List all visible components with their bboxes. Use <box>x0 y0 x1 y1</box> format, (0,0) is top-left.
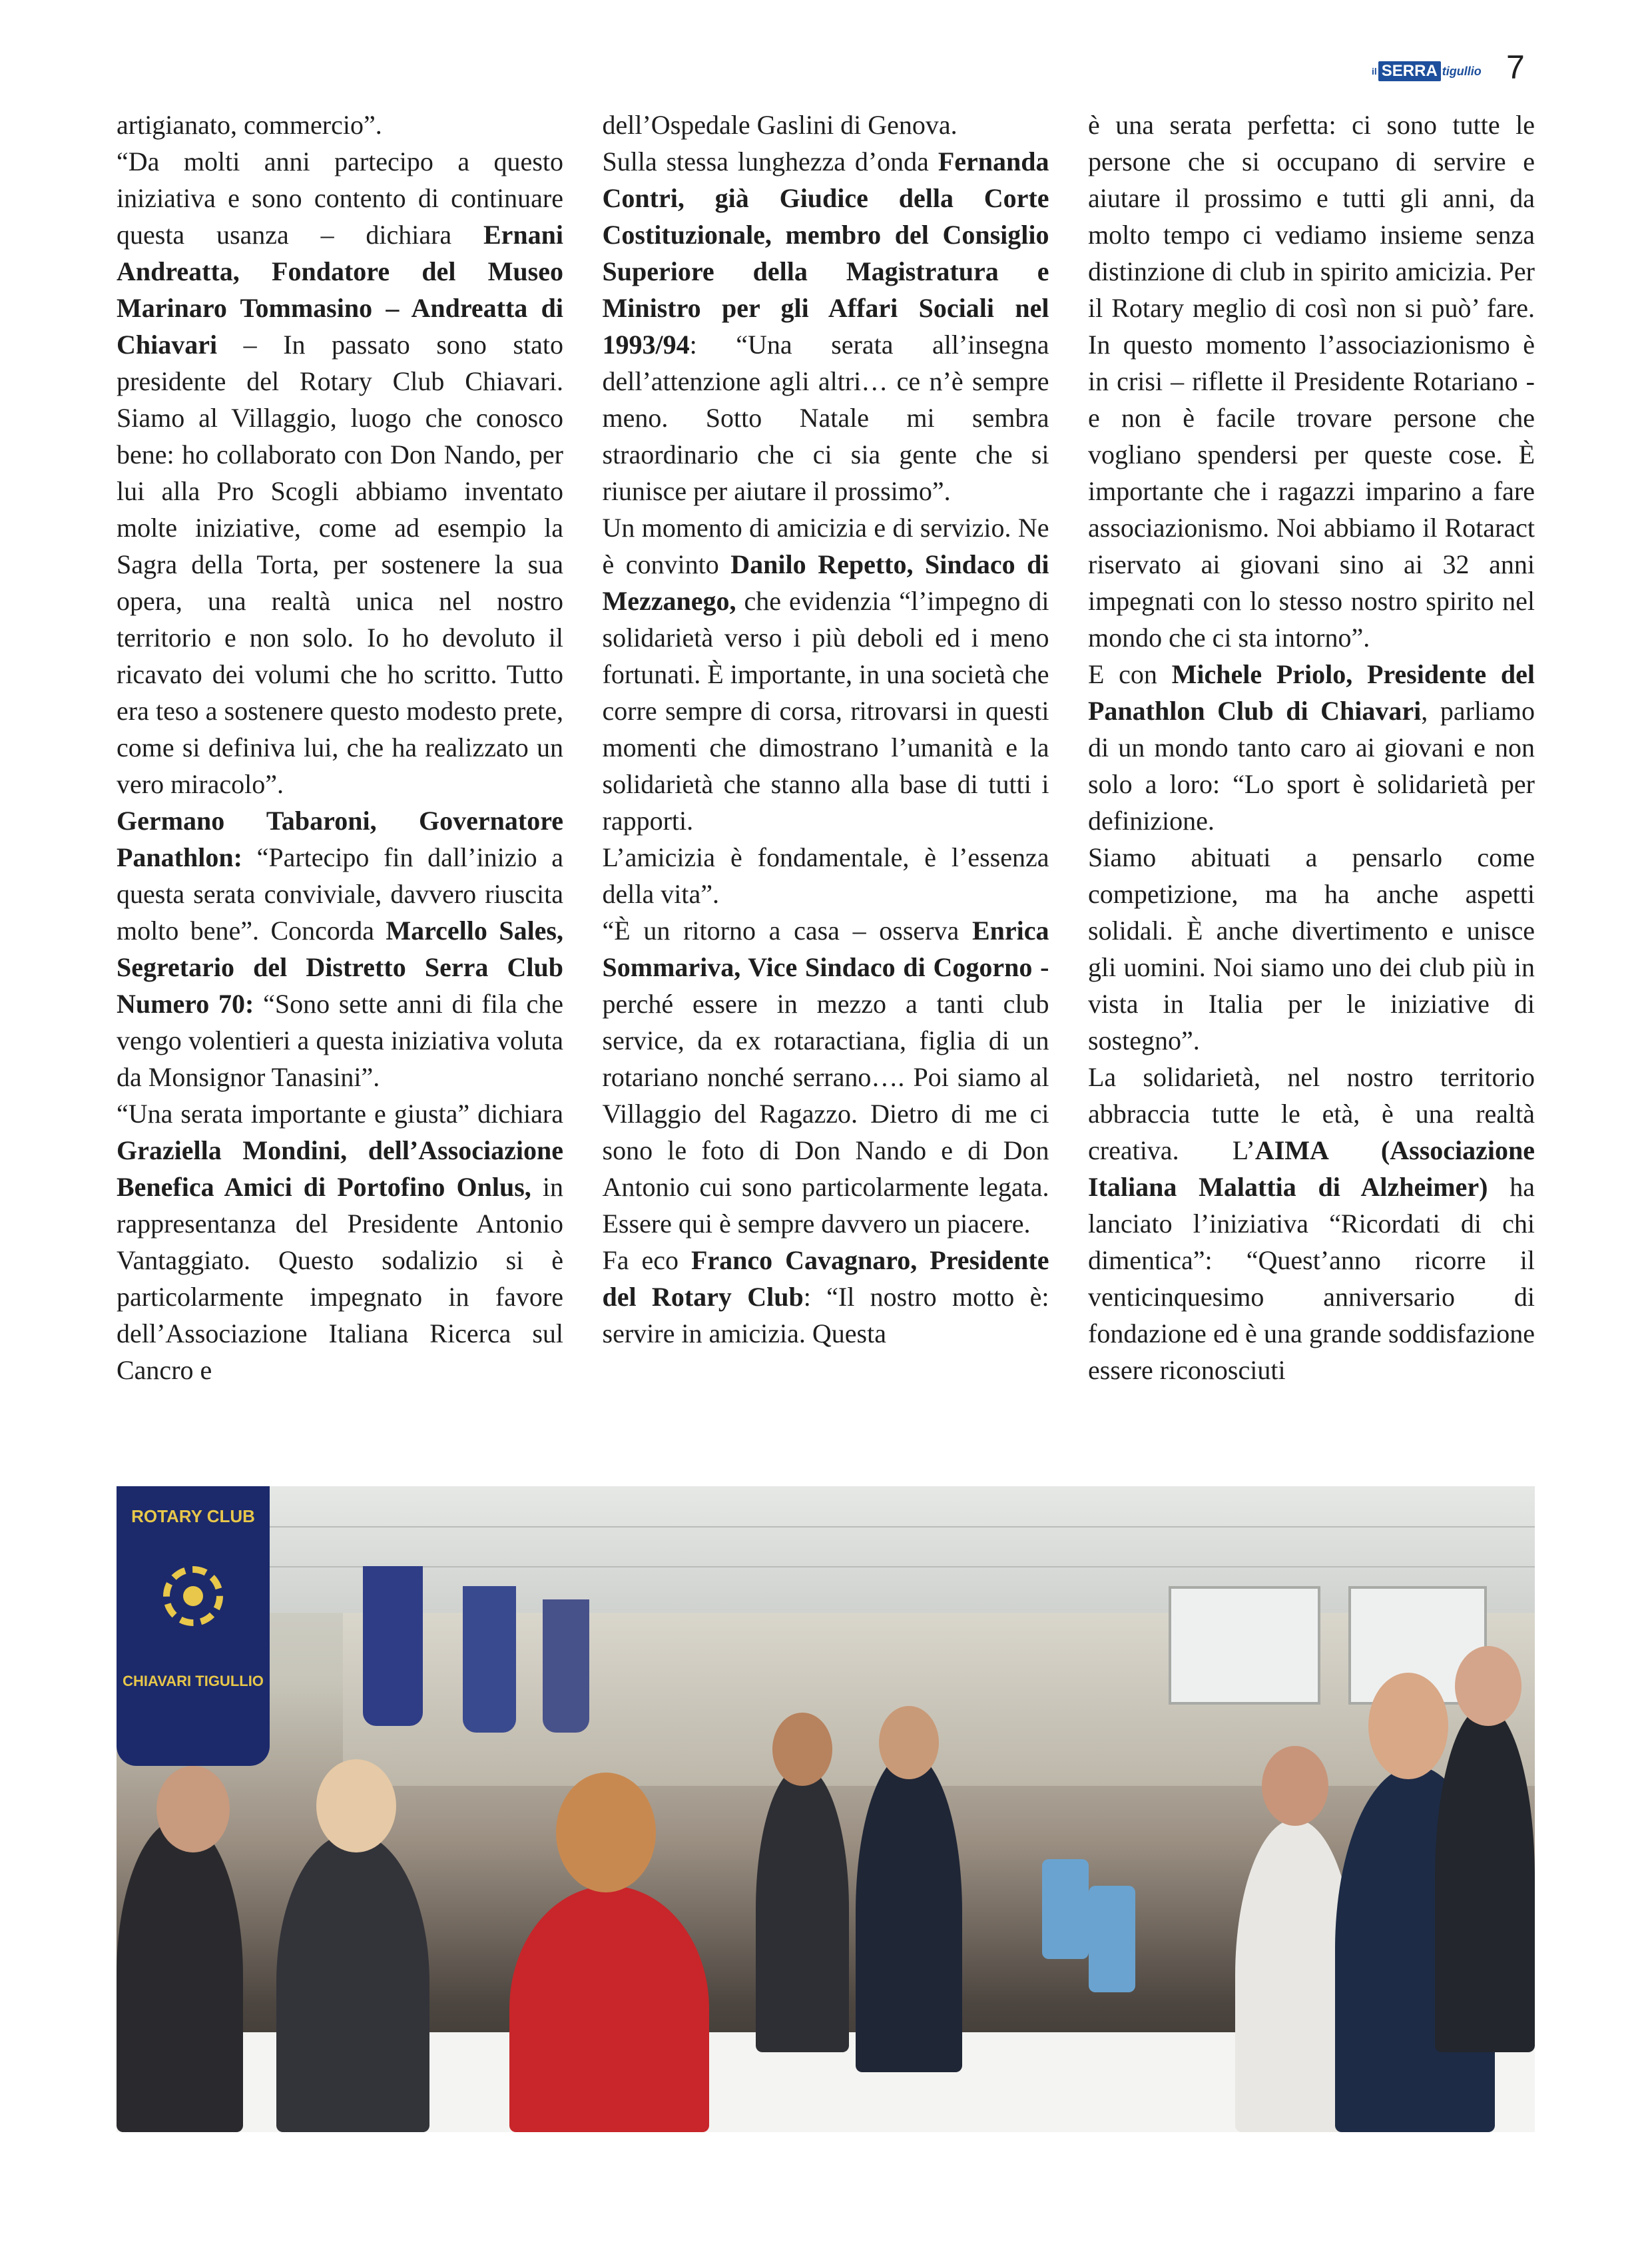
paragraph-text: L’amicizia è fondamentale, è l’essenza della vita”. <box>602 842 1049 909</box>
article-paragraph <box>117 802 563 1095</box>
guest-head <box>556 1773 656 1892</box>
article-paragraph <box>1088 1059 1535 1388</box>
rotary-club-banner <box>117 1486 270 1766</box>
article-column-3 <box>1088 107 1535 1465</box>
paragraph-text: in rappresentanza del Presidente Antonio Vantaggiato. Questo sodalizio si è particolarmente impegnato in favore dell’Associazione Italiana Ricerca sul Cancro e <box>117 1172 563 1385</box>
speaker-name: Graziella Mondini, dell’Associazione Benefica Amici di Portofino Onlus, <box>117 1135 563 1202</box>
guest-head <box>156 1766 230 1852</box>
paragraph-text: “Da molti anni partecipo a questo iniziativa e sono contento di continuare questa usanza – dichiara <box>117 146 563 250</box>
guest <box>1435 1706 1535 2052</box>
article-paragraph <box>603 1242 1049 1352</box>
article-paragraph <box>117 1095 563 1388</box>
logo-suffix: tigullio <box>1442 64 1482 78</box>
paragraph-text: artigianato, commercio”. <box>117 110 382 140</box>
guest <box>117 1819 243 2132</box>
logo-prefix: il <box>1372 66 1377 77</box>
blue-chair <box>1042 1859 1089 1959</box>
speaker-name: Ernani Andreatta, Fondatore del Museo Marinaro Tommasino – Andreatta di Chiavari <box>117 220 563 360</box>
article-paragraph <box>603 509 1049 839</box>
speaker-name: AIMA (Associazione Italiana Malattia di Alzheimer) <box>1088 1135 1535 1202</box>
article-paragraph <box>603 107 1049 143</box>
logo-main: SERRA <box>1378 61 1441 81</box>
paragraph-text: – In passato sono stato presidente del Rotary Club Chiavari. Siamo al Villaggio, luogo che conosco bene: ho collaborato con Don Nando, per lui alla Pro Scogli abbiamo inventato molte iniziative, come ad esempio la Sagra della Torta, per sostenere la sua opera, una realtà unica nel nostro territorio e non solo. Io ho devoluto il ricavato dei volumi che ho scritto. Tutto era teso a sostenere questo modesto prete, come si definiva lui, che ha realizzato un vero miracolo”. <box>117 330 563 799</box>
guest-head <box>316 1759 396 1852</box>
paragraph-text: “Una serata importante e giusta” dichiara <box>117 1099 563 1129</box>
rotary-wheel-hub <box>183 1586 203 1606</box>
guest-red-jacket <box>509 1886 709 2132</box>
guest <box>276 1832 429 2132</box>
paragraph-text: “È un ritorno a casa – osserva <box>602 916 972 946</box>
paragraph-text: “Sono sette anni di fila che vengo volentieri a questa iniziativa voluta da Monsignor Tanasini”. <box>117 989 563 1092</box>
speaker-name: Danilo Repetto, Sindaco di Mezzanego, <box>602 549 1049 616</box>
paragraph-text: La solidarietà, nel nostro territorio abbraccia tutte le età, è una realtà creativa. L’ <box>1088 1062 1535 1165</box>
article-paragraph <box>1088 839 1535 1059</box>
article-paragraph <box>603 912 1049 1242</box>
paragraph-text: E con <box>1088 659 1172 689</box>
paragraph-text: “Partecipo fin dall’inizio a questa serata conviviale, davvero riuscita molto bene”. Concorda <box>117 842 563 946</box>
speaker-name: Franco Cavagnaro, Presidente del Rotary Club <box>602 1245 1049 1312</box>
banner-label-bottom: CHIAVARI TIGULLIO <box>123 1673 264 1689</box>
article-paragraph <box>1088 656 1535 839</box>
paragraph-text: dell’Ospedale Gaslini di Genova. <box>602 110 958 140</box>
page-number: 7 <box>1506 49 1525 86</box>
club-pennant <box>543 1599 589 1733</box>
photo-ceiling <box>117 1486 1535 1613</box>
paragraph-text: : “Una serata all’insegna dell’attenzione agli altri… ce n’è sempre meno. Sotto Natale mi sembra straordinario che ci sia gente che si riunisce per aiutare il prossimo”. <box>602 330 1049 506</box>
guest <box>756 1766 849 2052</box>
speaker-name: Michele Priolo, Presidente del Panathlon Club di Chiavari <box>1088 659 1535 726</box>
banner-label-top: ROTARY CLUB <box>131 1506 255 1526</box>
guest-head <box>879 1706 939 1779</box>
article-paragraph <box>603 839 1049 912</box>
magazine-logo <box>1372 61 1486 81</box>
guest-head <box>772 1713 832 1786</box>
blue-chair <box>1089 1886 1135 1992</box>
club-pennant <box>463 1586 516 1733</box>
paragraph-text: che evidenzia “l’impegno di solidarietà verso i più deboli ed i meno fortunati. È importante, in una società che corre sempre di corsa, ritrovarsi in questi momenti che dimostrano l’umanità e la solidarietà che stanno alla base di tutti i rapporti. <box>602 586 1049 836</box>
paragraph-text: ha lanciato l’iniziativa “Ricordati di chi dimentica”: “Quest’anno ricorre il venticinquesimo anniversario di fondazione ed è una grande soddisfazione essere riconosciuti <box>1088 1172 1535 1385</box>
speaker-name: Fernanda Contri, già Giudice della Corte Costituzionale, membro del Consiglio Superiore della Magistratura e Ministro per gli Affari Sociali nel 1993/94 <box>602 146 1049 360</box>
article-paragraph <box>603 143 1049 509</box>
paragraph-text: Fa eco <box>602 1245 691 1275</box>
paragraph-text: , parliamo di un mondo tanto caro ai giovani e non solo a loro: “Lo sport è solidarietà per definizione. <box>1088 696 1535 836</box>
guest <box>856 1753 962 2072</box>
article-paragraph <box>117 143 563 802</box>
article-column-2 <box>603 107 1049 1465</box>
paragraph-text: Sulla stessa lunghezza d’onda <box>602 146 938 176</box>
speaker-name: Enrica Sommariva, Vice Sindaco di Cogorno - <box>602 916 1049 982</box>
article-paragraph <box>117 107 563 143</box>
guest-head <box>1455 1646 1521 1726</box>
article-column-1 <box>117 107 563 1465</box>
speaker-name: Germano Tabaroni, Governatore Panathlon: <box>117 806 563 872</box>
club-pennant <box>363 1566 423 1726</box>
photo-window <box>1169 1586 1320 1705</box>
guest-head <box>1368 1673 1448 1779</box>
article-paragraph <box>1088 107 1535 656</box>
paragraph-text: : “Il nostro motto è: servire in amicizia. Questa <box>602 1282 1049 1348</box>
speaker-name: Marcello Sales, Segretario del Distretto Serra Club Numero 70: <box>117 916 563 1019</box>
paragraph-text: perché essere in mezzo a tanti club service, da ex rotaractiana, figlia di un rotariano nonché serrano…. Poi siamo al Villaggio del Ragazzo. Dietro di me ci sono le foto di Don Nando e di Don Antonio cui sono particolarmente legata. Essere qui è sempre davvero un piacere. <box>602 989 1049 1239</box>
paragraph-text: Un momento di amicizia e di servizio. Ne è convinto <box>602 513 1049 579</box>
guest-head <box>1262 1746 1328 1826</box>
paragraph-text: è una serata perfetta: ci sono tutte le persone che si occupano di servire e aiutare il prossimo e tutti gli anni, da molto tempo ci vediamo insieme senza distinzione di club in spirito amicizia. Per il Rotary meglio di così non si può’ fare. In questo momento l’associazionismo è in crisi – riflette il Presidente Rotariano - e non è facile trovare persone che vogliano spendersi per queste cose. È importante che i ragazzi imparino a fare associazionismo. Noi abbiamo il Rotaract riservato ai giovani sino ai 32 anni impegnati con lo stesso nostro spirito nel mondo che ci sta intorno”. <box>1088 110 1535 653</box>
article-body <box>117 107 1535 1465</box>
paragraph-text: Siamo abituati a pensarlo come competizione, ma ha anche aspetti solidali. È anche divertimento e unisce gli uomini. Noi siamo uno dei club più in vista in Italia per le iniziative di sostegno”. <box>1088 842 1535 1055</box>
event-photo <box>117 1486 1535 2132</box>
